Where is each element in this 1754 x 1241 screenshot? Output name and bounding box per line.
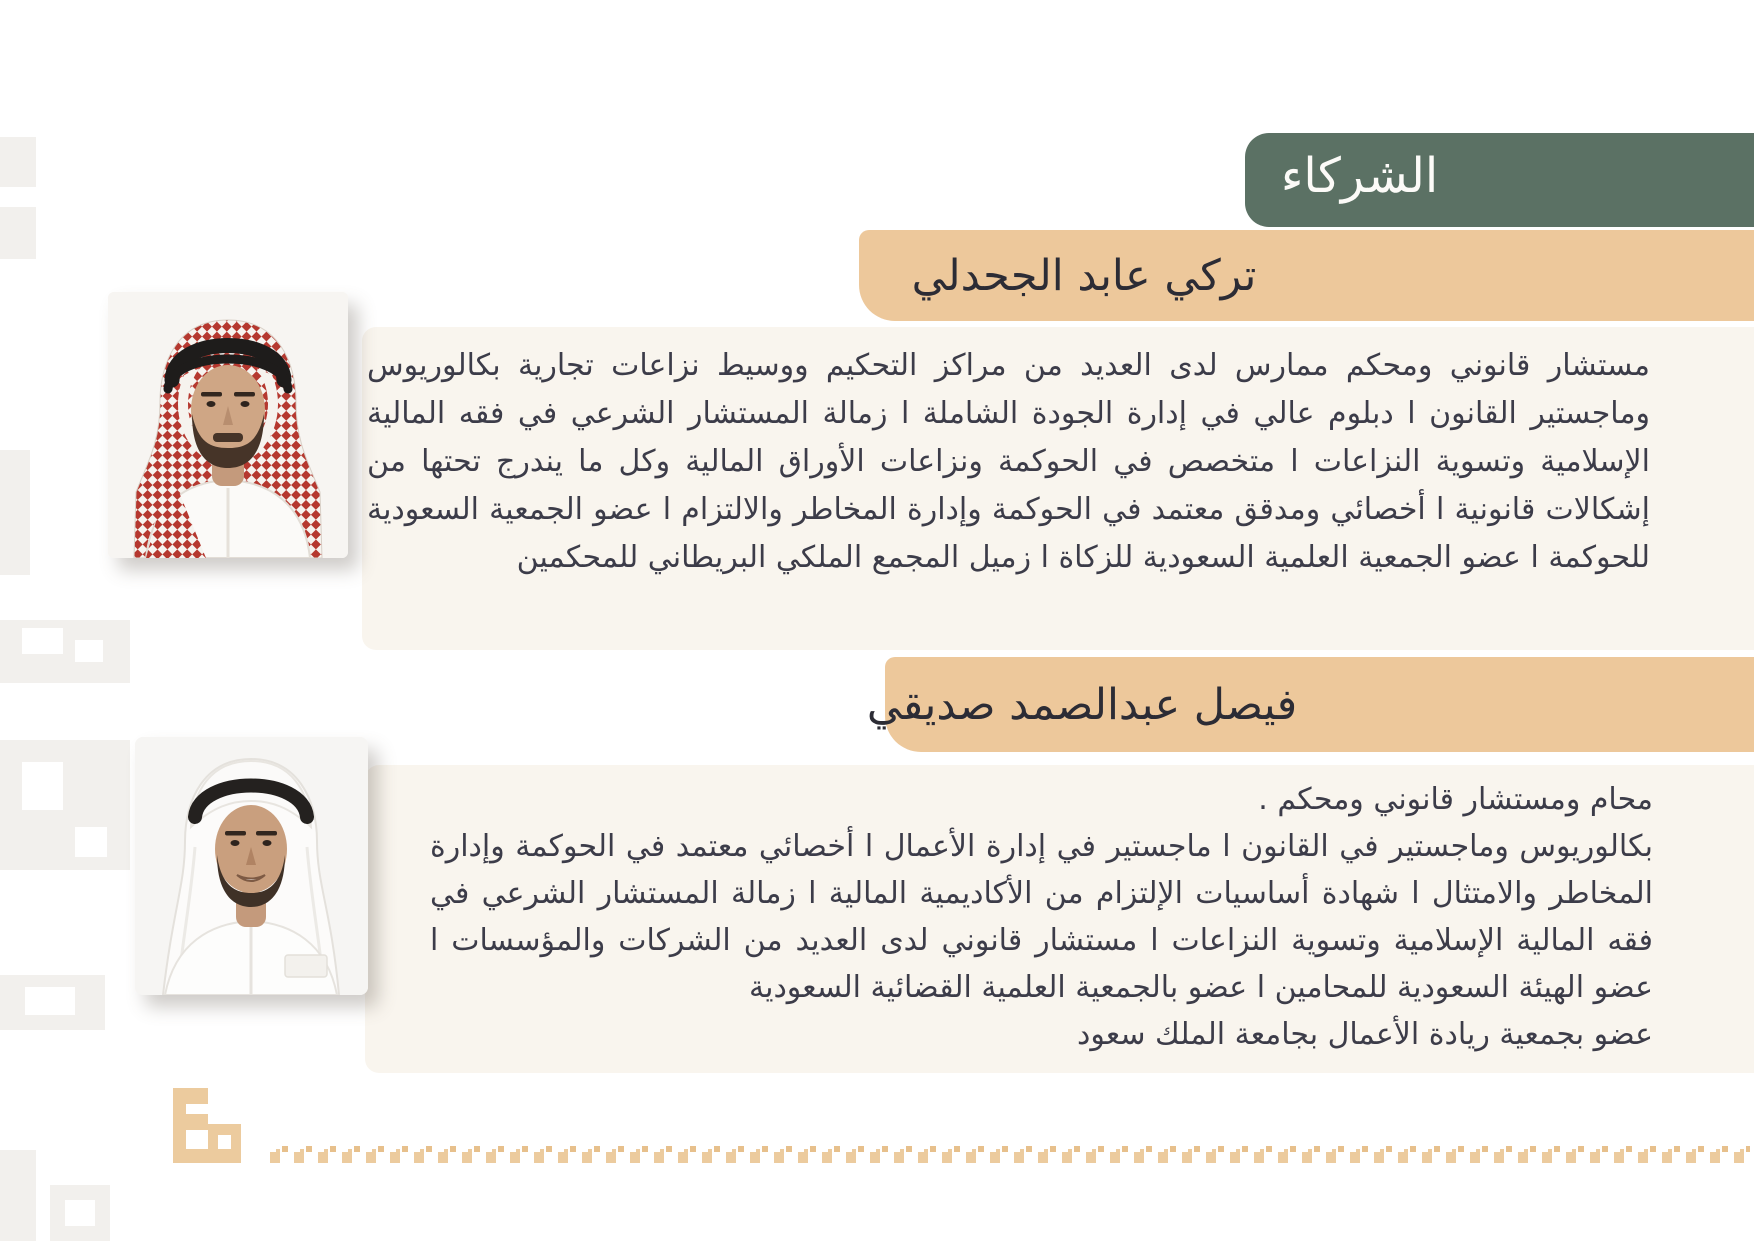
partner1-bio-text: مستشار قانوني ومحكم ممارس لدى العديد من مراكز التحكيم ووسيط نزاعات تجارية بكالوريوس وماجستير القانون ا دبلوم عالي في إدارة الجودة الشاملة ا زمالة المستشار الشرعي في فقه المالية الإسلامية وتسوية النزاعات ا متخصص في الحوكمة ونزاعات الأوراق المالية وكل ما يندرج تحتها من إشكالات قانونية ا أخصائي ومدقق معتمد في الحوكمة وإدارة المخاطر والالتزام ا عضو الجمعية السعودية للحوكمة ا عضو الجمعية العلمية السعودية للزكاة ا زميل المجمع الملكي البريطاني للمحكمين — [367, 348, 1650, 575]
partner1-name: تركي عابد الجحدلي — [911, 250, 1257, 301]
section-title: الشركاء — [1280, 148, 1439, 204]
partner2-bio-intro: محام ومستشار قانوني ومحكم . — [1258, 782, 1653, 817]
section-header — [1245, 133, 1754, 227]
partner2-portrait-illustration — [135, 737, 368, 995]
partner2-bio-main: بكالوريوس وماجستير في القانون ا ماجستير في إدارة الأعمال ا أخصائي معتمد في الحوكمة وإدارة المخاطر والامتثال ا شهادة أساسيات الإلتزام من الأكاديمية المالية ا زمالة المستشار الشرعي في فقه المالية الإسلامية وتسوية النزاعات ا مستشار قانوني لدى العديد من الشركات والمؤسسات ا عضو الهيئة السعودية للمحامين ا عضو بالجمعية العلمية القضائية السعودية — [430, 829, 1653, 1005]
watermark-pattern — [50, 1185, 110, 1241]
footer-kufic-logo — [173, 1088, 243, 1163]
partner1-portrait-illustration — [108, 292, 348, 558]
partner1-name-banner — [859, 230, 1754, 321]
watermark-pattern — [0, 137, 36, 187]
watermark-pattern — [0, 620, 130, 683]
watermark-pattern — [0, 207, 36, 259]
watermark-pattern — [0, 1150, 36, 1241]
partner1-photo — [108, 292, 348, 558]
partner2-bio-text — [430, 776, 1653, 1058]
watermark-pattern — [0, 975, 105, 1030]
partner2-photo — [135, 737, 368, 995]
partner2-name-banner — [866, 657, 1754, 752]
watermark-pattern — [0, 740, 130, 870]
partner2-bio-last: عضو بجمعية ريادة الأعمال بجامعة الملك سعود — [1077, 1017, 1653, 1052]
footer-mosaic-border — [270, 1146, 1750, 1163]
partner2-name: فيصل عبدالصمد صديقي — [866, 679, 1298, 730]
watermark-pattern — [0, 450, 30, 575]
